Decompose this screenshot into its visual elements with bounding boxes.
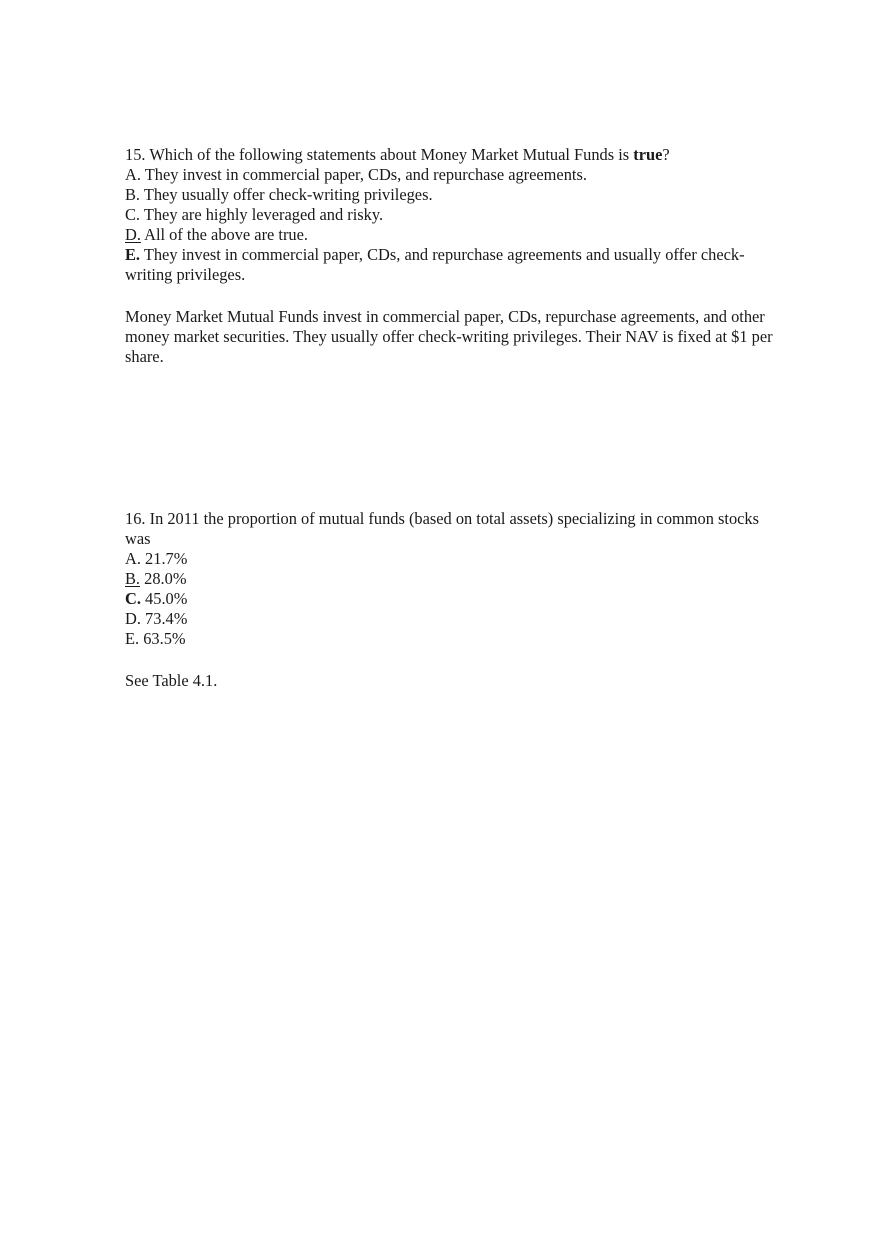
option-text: All of the above are true. bbox=[144, 225, 308, 244]
question-16 bbox=[125, 509, 775, 691]
option-c bbox=[125, 589, 775, 609]
option-text: 73.4% bbox=[145, 609, 188, 628]
question-15 bbox=[125, 145, 775, 367]
question-16-stem bbox=[125, 509, 775, 549]
option-text: 21.7% bbox=[145, 549, 188, 568]
option-a bbox=[125, 165, 775, 185]
question-stem-text: In 2011 the proportion of mutual funds (based on total assets) specializing in common stocks was bbox=[125, 509, 759, 548]
question-number: 15. bbox=[125, 145, 146, 164]
option-a bbox=[125, 549, 775, 569]
option-letter-underlined: D. bbox=[125, 225, 141, 244]
question-number: 16. bbox=[125, 509, 146, 528]
question-15-stem bbox=[125, 145, 775, 165]
option-letter-correct: C. bbox=[125, 589, 141, 608]
option-letter: D. bbox=[125, 609, 141, 628]
option-b bbox=[125, 569, 775, 589]
option-letter: E. bbox=[125, 629, 140, 648]
option-letter: C. bbox=[125, 205, 141, 224]
option-e bbox=[125, 245, 775, 285]
option-text: They invest in commercial paper, CDs, and repurchase agreements and usually offer check-writing privileges. bbox=[125, 245, 745, 284]
question-stem-text: Which of the following statements about Money Market Mutual Funds is bbox=[149, 145, 630, 164]
question-stem-emphasis: true bbox=[633, 145, 663, 164]
question-16-explanation: See Table 4.1. bbox=[125, 671, 218, 690]
option-letter: A. bbox=[125, 165, 141, 184]
question-stem-end: ? bbox=[662, 145, 670, 164]
option-text: They invest in commercial paper, CDs, and repurchase agreements. bbox=[144, 165, 587, 184]
option-d bbox=[125, 225, 775, 245]
option-letter-correct: E. bbox=[125, 245, 141, 264]
option-text: 63.5% bbox=[143, 629, 186, 648]
option-d bbox=[125, 609, 775, 629]
option-text: 28.0% bbox=[144, 569, 187, 588]
option-c bbox=[125, 205, 775, 225]
option-letter: A. bbox=[125, 549, 141, 568]
option-letter: B. bbox=[125, 185, 141, 204]
option-text: They are highly leveraged and risky. bbox=[143, 205, 384, 224]
question-15-explanation: Money Market Mutual Funds invest in commercial paper, CDs, repurchase agreements, and other money market securities. They usually offer check-writing privileges. Their NAV is fixed at $1 per share. bbox=[125, 307, 773, 366]
option-b bbox=[125, 185, 775, 205]
option-text: 45.0% bbox=[145, 589, 188, 608]
spacer bbox=[125, 285, 775, 307]
option-text: They usually offer check-writing privileges. bbox=[143, 185, 433, 204]
spacer bbox=[125, 649, 775, 671]
option-letter-underlined: B. bbox=[125, 569, 141, 588]
option-e bbox=[125, 629, 775, 649]
